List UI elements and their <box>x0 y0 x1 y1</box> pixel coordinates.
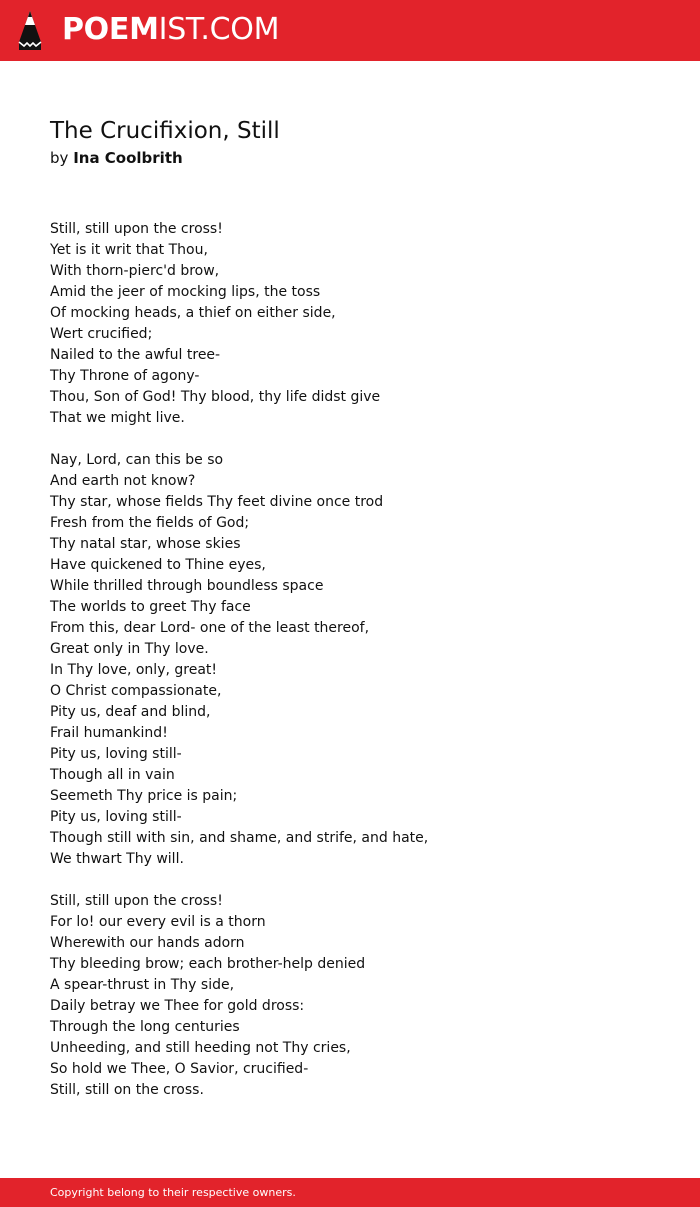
site-footer <box>0 1178 700 1207</box>
pencil-logo-icon[interactable] <box>17 10 43 52</box>
poem-line: Nay, Lord, can this be so <box>50 452 224 468</box>
stanza-break <box>50 870 650 891</box>
poem-line: And earth not know? <box>50 473 196 489</box>
site-header <box>0 0 700 61</box>
poem-line: With thorn-pierc'd brow, <box>50 263 220 279</box>
poem-line: Thy star, whose fields Thy feet divine once trod <box>50 494 384 510</box>
logo-bold-text: POEM <box>62 12 159 47</box>
poem-title: The Crucifixion, Still <box>50 118 280 144</box>
poem-line: O Christ compassionate, <box>50 683 222 699</box>
byline-prefix: by <box>50 149 69 167</box>
poem-line: Of mocking heads, a thief on either side, <box>50 305 336 321</box>
poem-line: Still, still upon the cross! <box>50 221 223 237</box>
poem-line: The worlds to greet Thy face <box>50 599 251 615</box>
poem-line: Though still with sin, and shame, and strife, and hate, <box>50 830 429 846</box>
stanza-break <box>50 429 650 450</box>
author-name: Ina Coolbrith <box>73 149 183 167</box>
poem-line: So hold we Thee, O Savior, crucified- <box>50 1061 309 1077</box>
poem-line: A spear-thrust in Thy side, <box>50 977 235 993</box>
poem-line: Frail humankind! <box>50 725 168 741</box>
poem-line: In Thy love, only, great! <box>50 662 218 678</box>
logo-light-text: IST.COM <box>158 12 280 47</box>
copyright-text: Copyright belong to their respective owners. <box>50 1186 296 1199</box>
poem-line: Yet is it writ that Thou, <box>50 242 208 258</box>
poem-line: Amid the jeer of mocking lips, the toss <box>50 284 321 300</box>
site-logo[interactable] <box>62 10 279 50</box>
poem-line: Thy natal star, whose skies <box>50 536 241 552</box>
poem-line: Daily betray we Thee for gold dross: <box>50 998 305 1014</box>
poem-line: Thy bleeding brow; each brother-help denied <box>50 956 366 972</box>
poem-line: Have quickened to Thine eyes, <box>50 557 266 573</box>
poem-line: Pity us, loving still- <box>50 809 182 825</box>
poem-line: Unheeding, and still heeding not Thy cries, <box>50 1040 351 1056</box>
poem-line: Though all in vain <box>50 767 175 783</box>
poem-line: Through the long centuries <box>50 1019 240 1035</box>
poem-line: For lo! our every evil is a thorn <box>50 914 266 930</box>
poem-heading <box>50 116 280 170</box>
poem-line: Fresh from the fields of God; <box>50 515 250 531</box>
poem-line: Nailed to the awful tree- <box>50 347 221 363</box>
poem-line: Pity us, loving still- <box>50 746 182 762</box>
poem-body <box>50 219 650 1101</box>
poem-line: Still, still on the cross. <box>50 1082 204 1098</box>
poem-line: Still, still upon the cross! <box>50 893 223 909</box>
poem-line: Wert crucified; <box>50 326 153 342</box>
poem-line: Thou, Son of God! Thy blood, thy life didst give <box>50 389 381 405</box>
poem-line: Seemeth Thy price is pain; <box>50 788 238 804</box>
poem-line: That we might live. <box>50 410 185 426</box>
poem-line: Pity us, deaf and blind, <box>50 704 211 720</box>
poem-line: Thy Throne of agony- <box>50 368 200 384</box>
poem-line: While thrilled through boundless space <box>50 578 324 594</box>
poem-line: We thwart Thy will. <box>50 851 184 867</box>
byline <box>50 146 280 170</box>
poem-line: From this, dear Lord- one of the least thereof, <box>50 620 370 636</box>
poem-line: Great only in Thy love. <box>50 641 209 657</box>
poem-line: Wherewith our hands adorn <box>50 935 245 951</box>
